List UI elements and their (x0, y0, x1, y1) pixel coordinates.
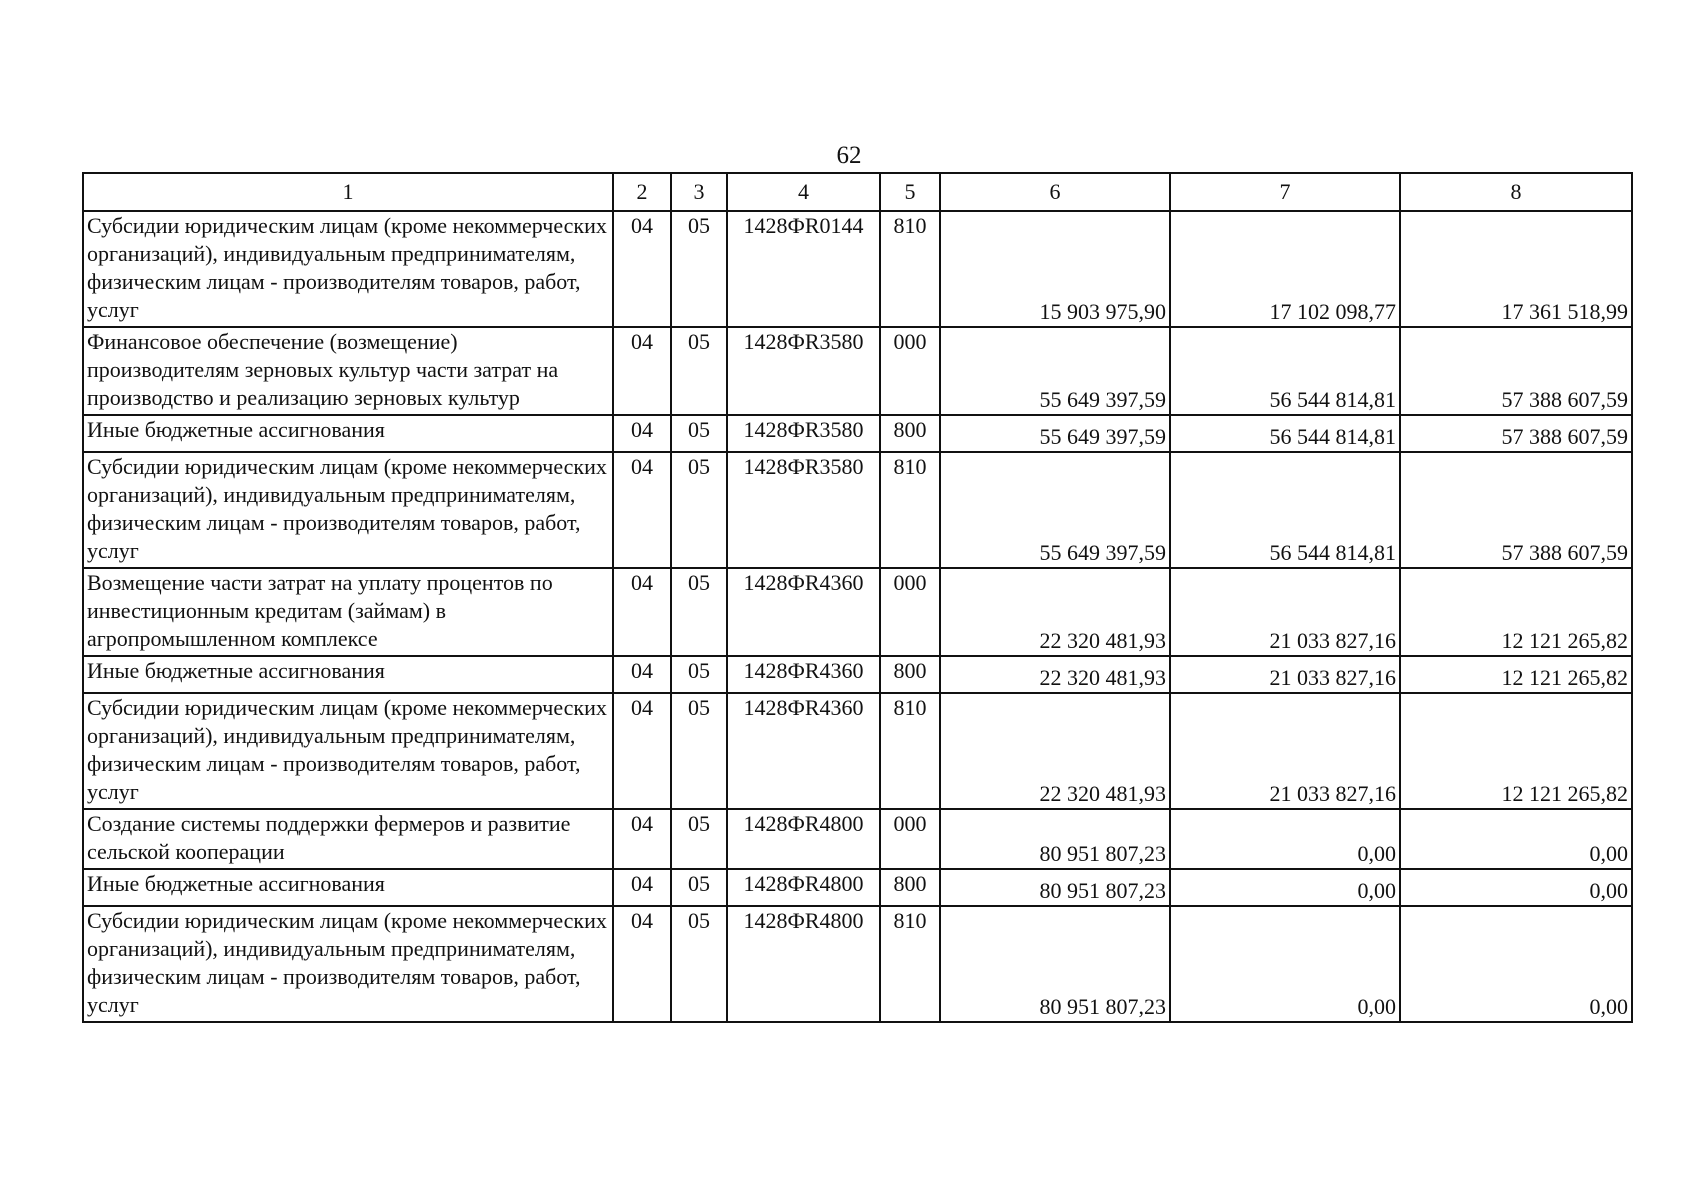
table-row (83, 906, 1632, 1022)
row-name: Возмещение части затрат на уплату процентов по инвестиционным кредитам (займам) в агропромышленном комплексе (83, 568, 613, 656)
page-number: 62 (836, 142, 862, 169)
subsection-code: 05 (671, 568, 727, 656)
amount-col7: 56 544 814,81 (1170, 415, 1400, 452)
target-article-code: 1428ФR4800 (727, 869, 880, 906)
amount-col6: 55 649 397,59 (940, 452, 1170, 568)
table-row (83, 869, 1632, 906)
subsection-code: 05 (671, 415, 727, 452)
amount-col8: 0,00 (1400, 809, 1632, 869)
row-name: Иные бюджетные ассигнования (83, 656, 613, 693)
column-number: 3 (671, 173, 727, 211)
table-row (83, 415, 1632, 452)
amount-col7: 0,00 (1170, 906, 1400, 1022)
row-name: Создание системы поддержки фермеров и развитие сельской кооперации (83, 809, 613, 869)
table-row (83, 568, 1632, 656)
amount-col6: 22 320 481,93 (940, 693, 1170, 809)
amount-col6: 22 320 481,93 (940, 656, 1170, 693)
target-article-code: 1428ФR4360 (727, 568, 880, 656)
row-name: Субсидии юридическим лицам (кроме некоммерческих организаций), индивидуальным предпринимателям, физическим лицам - производителям товаров, работ, услуг (83, 906, 613, 1022)
amount-col6: 80 951 807,23 (940, 906, 1170, 1022)
column-number: 2 (613, 173, 671, 211)
section-code: 04 (613, 809, 671, 869)
expense-type-code: 000 (880, 568, 940, 656)
expense-type-code: 000 (880, 327, 940, 415)
amount-col8: 0,00 (1400, 906, 1632, 1022)
target-article-code: 1428ФR4800 (727, 809, 880, 869)
row-name: Иные бюджетные ассигнования (83, 869, 613, 906)
table-row (83, 656, 1632, 693)
table-row (83, 809, 1632, 869)
expense-type-code: 810 (880, 693, 940, 809)
column-number-row (83, 173, 1632, 211)
column-number: 1 (83, 173, 613, 211)
amount-col7: 56 544 814,81 (1170, 452, 1400, 568)
target-article-code: 1428ФR4800 (727, 906, 880, 1022)
section-code: 04 (613, 452, 671, 568)
section-code: 04 (613, 211, 671, 327)
target-article-code: 1428ФR3580 (727, 327, 880, 415)
section-code: 04 (613, 327, 671, 415)
amount-col7: 0,00 (1170, 809, 1400, 869)
section-code: 04 (613, 693, 671, 809)
section-code: 04 (613, 656, 671, 693)
amount-col8: 57 388 607,59 (1400, 452, 1632, 568)
target-article-code: 1428ФR4360 (727, 656, 880, 693)
row-name: Субсидии юридическим лицам (кроме некоммерческих организаций), индивидуальным предпринимателям, физическим лицам - производителям товаров, работ, услуг (83, 211, 613, 327)
amount-col7: 0,00 (1170, 869, 1400, 906)
amount-col8: 57 388 607,59 (1400, 327, 1632, 415)
section-code: 04 (613, 869, 671, 906)
column-number: 8 (1400, 173, 1632, 211)
target-article-code: 1428ФR3580 (727, 415, 880, 452)
column-number: 5 (880, 173, 940, 211)
amount-col6: 55 649 397,59 (940, 327, 1170, 415)
expense-type-code: 800 (880, 415, 940, 452)
amount-col6: 55 649 397,59 (940, 415, 1170, 452)
amount-col6: 80 951 807,23 (940, 869, 1170, 906)
table-row (83, 452, 1632, 568)
table-row (83, 327, 1632, 415)
row-name: Субсидии юридическим лицам (кроме некоммерческих организаций), индивидуальным предпринимателям, физическим лицам - производителям товаров, работ, услуг (83, 452, 613, 568)
target-article-code: 1428ФR3580 (727, 452, 880, 568)
amount-col6: 22 320 481,93 (940, 568, 1170, 656)
expense-type-code: 810 (880, 452, 940, 568)
expense-type-code: 000 (880, 809, 940, 869)
expense-type-code: 810 (880, 906, 940, 1022)
section-code: 04 (613, 906, 671, 1022)
amount-col6: 15 903 975,90 (940, 211, 1170, 327)
amount-col7: 56 544 814,81 (1170, 327, 1400, 415)
section-code: 04 (613, 568, 671, 656)
target-article-code: 1428ФR0144 (727, 211, 880, 327)
row-name: Субсидии юридическим лицам (кроме некоммерческих организаций), индивидуальным предпринимателям, физическим лицам - производителям товаров, работ, услуг (83, 693, 613, 809)
subsection-code: 05 (671, 693, 727, 809)
amount-col8: 12 121 265,82 (1400, 693, 1632, 809)
section-code: 04 (613, 415, 671, 452)
column-number: 4 (727, 173, 880, 211)
table-row (83, 693, 1632, 809)
budget-table (82, 172, 1633, 1023)
row-name: Иные бюджетные ассигнования (83, 415, 613, 452)
subsection-code: 05 (671, 809, 727, 869)
subsection-code: 05 (671, 327, 727, 415)
target-article-code: 1428ФR4360 (727, 693, 880, 809)
expense-type-code: 810 (880, 211, 940, 327)
amount-col7: 21 033 827,16 (1170, 693, 1400, 809)
subsection-code: 05 (671, 906, 727, 1022)
amount-col7: 21 033 827,16 (1170, 568, 1400, 656)
amount-col7: 17 102 098,77 (1170, 211, 1400, 327)
column-number: 6 (940, 173, 1170, 211)
subsection-code: 05 (671, 656, 727, 693)
table-row (83, 211, 1632, 327)
amount-col6: 80 951 807,23 (940, 809, 1170, 869)
amount-col7: 21 033 827,16 (1170, 656, 1400, 693)
subsection-code: 05 (671, 869, 727, 906)
subsection-code: 05 (671, 211, 727, 327)
amount-col8: 0,00 (1400, 869, 1632, 906)
expense-type-code: 800 (880, 869, 940, 906)
row-name: Финансовое обеспечение (возмещение) производителям зерновых культур части затрат на производство и реализацию зерновых культур (83, 327, 613, 415)
column-number: 7 (1170, 173, 1400, 211)
amount-col8: 12 121 265,82 (1400, 568, 1632, 656)
expense-type-code: 800 (880, 656, 940, 693)
amount-col8: 17 361 518,99 (1400, 211, 1632, 327)
amount-col8: 57 388 607,59 (1400, 415, 1632, 452)
subsection-code: 05 (671, 452, 727, 568)
amount-col8: 12 121 265,82 (1400, 656, 1632, 693)
